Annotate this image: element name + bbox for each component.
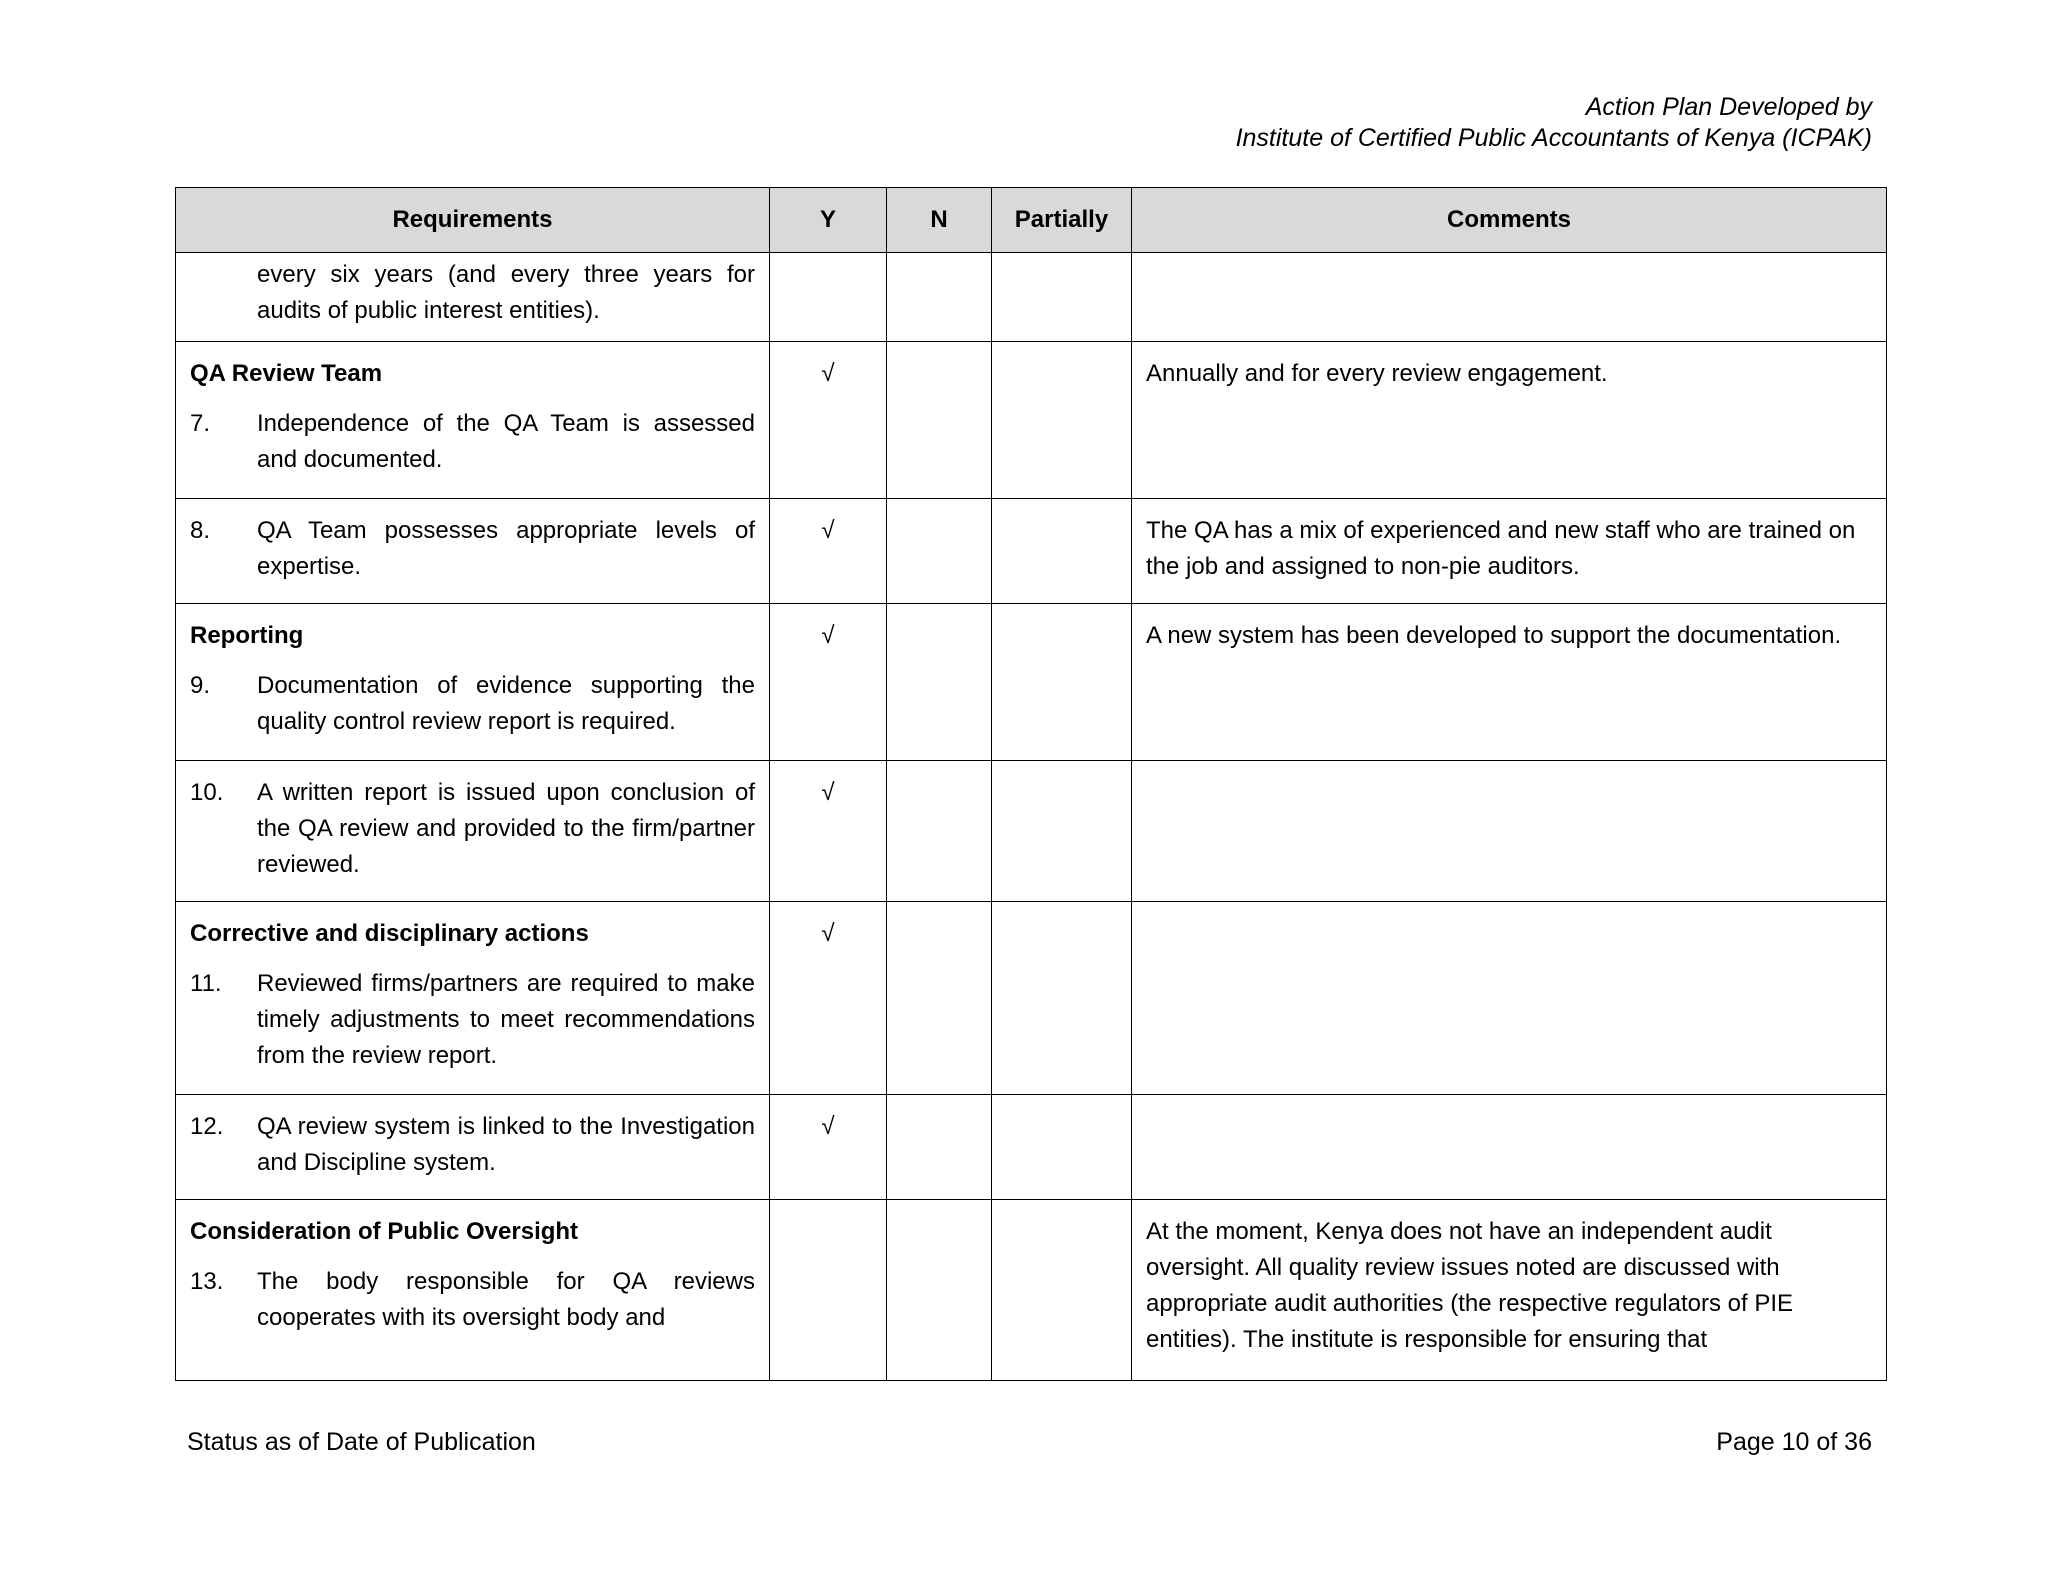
comment-text: The QA has a mix of experienced and new staff who are trained on the job and assigned to non-pie auditors. [1146,517,1856,580]
y-cell [770,1200,887,1381]
table-row-continuation [176,253,1887,342]
requirements-table [175,187,1887,1381]
section-title: QA Review Team [190,360,383,387]
column-header-requirements: Requirements [176,188,770,253]
table-row [176,604,1887,761]
column-header-comments: Comments [1132,188,1887,253]
y-cell: √ [770,1095,887,1200]
comment-cell [1132,1200,1887,1381]
item-number: 10. [190,779,224,806]
requirement-text: A written report is issued upon conclusion of the QA review and provided to the firm/partner reviewed. [257,779,755,878]
table-row [176,1095,1887,1200]
requirement-cell [176,902,770,1095]
item-number: 7. [190,410,211,437]
table-row [176,761,1887,902]
section-title: Consideration of Public Oversight [190,1218,579,1245]
requirement-text: QA review system is linked to the Investigation and Discipline system. [257,1113,755,1176]
y-cell: √ [770,499,887,604]
comment-cell [1132,1095,1887,1200]
column-header-partially: Partially [992,188,1132,253]
requirement-cell [176,499,770,604]
requirement-cell [176,253,770,342]
item-number: 9. [190,672,211,699]
table-row [176,1200,1887,1381]
comment-cell [1132,604,1887,761]
n-cell [887,253,992,342]
y-cell: √ [770,342,887,499]
footer-page-number: Page 10 of 36 [1716,1428,1872,1456]
comment-cell [1132,342,1887,499]
requirement-cell [176,604,770,761]
partially-cell [992,342,1132,499]
n-cell [887,1095,992,1200]
table-row [176,342,1887,499]
partially-cell [992,604,1132,761]
item-number: 11. [190,970,222,997]
comment-cell [1132,902,1887,1095]
header-line-1: Action Plan Developed by [1585,93,1872,121]
requirement-text: Documentation of evidence supporting the quality control review report is required. [257,672,755,735]
n-cell [887,902,992,1095]
requirement-cell [176,1095,770,1200]
comment-text: A new system has been developed to support the documentation. [1146,622,1842,649]
n-cell [887,1200,992,1381]
comment-cell [1132,253,1887,342]
comment-text: At the moment, Kenya does not have an independent audit oversight. All quality review issues noted are discussed with appropriate audit authorities (the respective regulators of PIE entities). The institute is responsible for ensuring that [1146,1218,1794,1353]
n-cell [887,604,992,761]
item-number: 12. [190,1113,224,1140]
requirement-text: QA Team possesses appropriate levels of expertise. [257,517,755,580]
partially-cell [992,902,1132,1095]
section-title: Reporting [190,622,304,649]
partially-cell [992,761,1132,902]
footer-status: Status as of Date of Publication [187,1428,536,1456]
column-header-y: Y [770,188,887,253]
header-line-2: Institute of Certified Public Accountants of Kenya (ICPAK) [1235,124,1872,152]
requirement-text: The body responsible for QA reviews cooperates with its oversight body and [257,1268,755,1331]
requirement-text: Independence of the QA Team is assessed and documented. [257,410,755,473]
table-row [176,902,1887,1095]
continuation-text: every six years (and every three years for audits of public interest entities). [257,261,755,324]
requirement-text: Reviewed firms/partners are required to make timely adjustments to meet recommendations from the review report. [257,970,755,1069]
requirement-cell [176,1200,770,1381]
table-row [176,499,1887,604]
item-number: 8. [190,517,211,544]
requirement-cell [176,342,770,499]
item-number: 13. [190,1268,224,1295]
y-cell: √ [770,761,887,902]
comment-cell [1132,499,1887,604]
y-cell [770,253,887,342]
table-header-row [176,188,1887,253]
partially-cell [992,1095,1132,1200]
partially-cell [992,1200,1132,1381]
comment-cell [1132,761,1887,902]
n-cell [887,761,992,902]
y-cell: √ [770,604,887,761]
partially-cell [992,253,1132,342]
partially-cell [992,499,1132,604]
page-header [1236,92,1872,154]
requirement-cell [176,761,770,902]
column-header-n: N [887,188,992,253]
n-cell [887,499,992,604]
y-cell: √ [770,902,887,1095]
section-title: Corrective and disciplinary actions [190,920,589,947]
comment-text: Annually and for every review engagement. [1146,360,1608,387]
n-cell [887,342,992,499]
